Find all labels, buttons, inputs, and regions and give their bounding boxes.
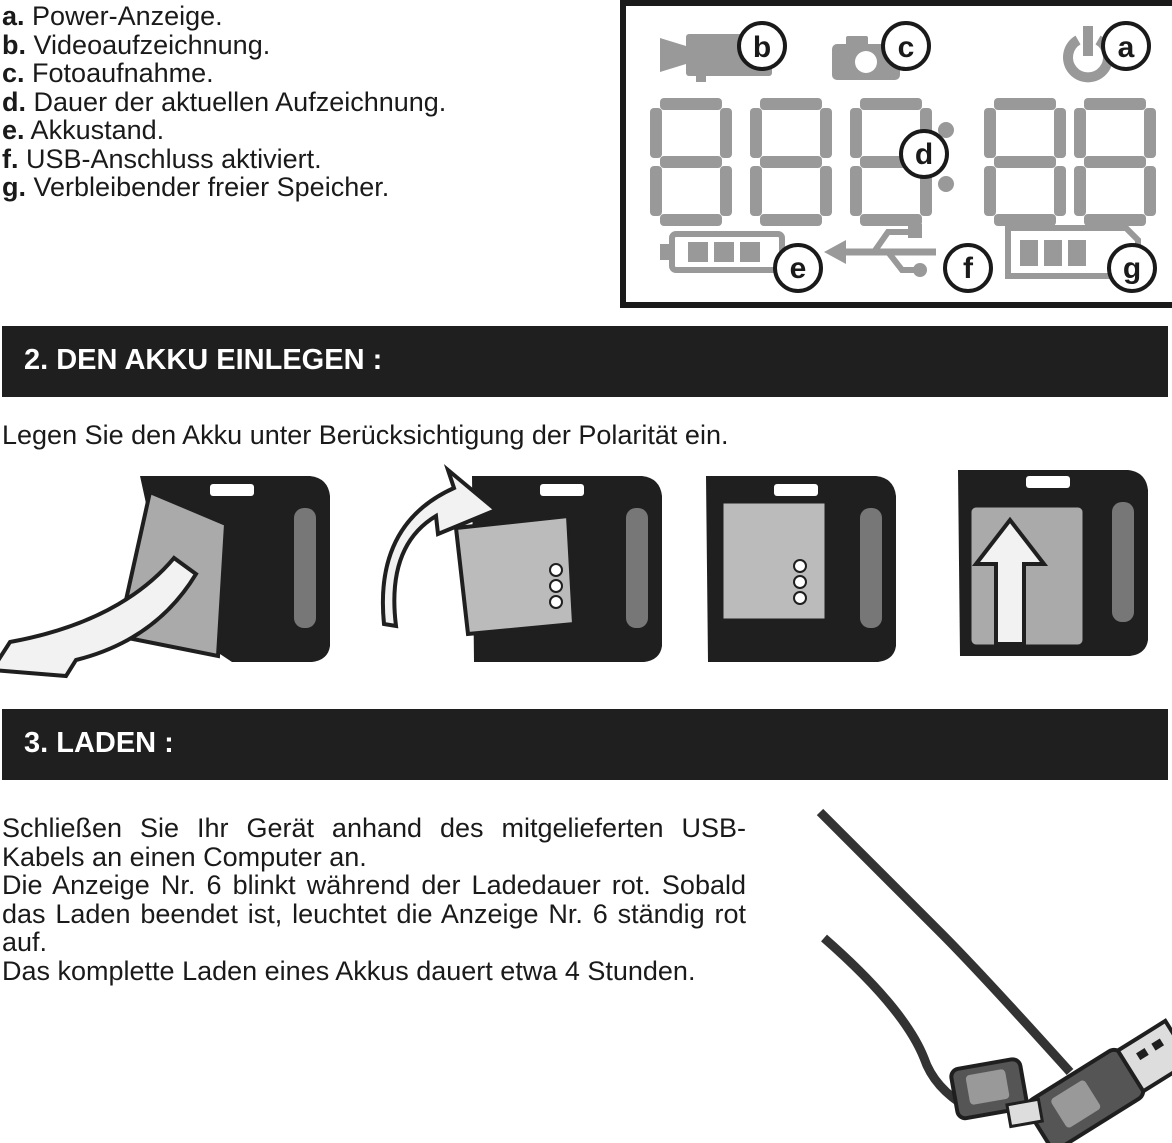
digit-1: [650, 98, 732, 226]
step-4-close-cover: [958, 470, 1148, 656]
callout-e: [775, 245, 821, 291]
callout-c: [883, 23, 929, 69]
legend-text: Akkustand.: [24, 115, 165, 145]
legend-dot: .: [17, 115, 25, 145]
digit-4: [984, 98, 1066, 226]
legend-dot: .: [17, 1, 25, 31]
legend-item-d: [2, 88, 446, 117]
charging-paragraph: Die Anzeige Nr. 6 blinkt während der Ladedauer rot. Sobald das Laden beendet ist, leuchtet die Anzeige Nr. 6 ständig rot auf.: [2, 870, 746, 957]
legend-item-b: [2, 31, 446, 60]
callout-b: [739, 23, 785, 69]
legend-key: a: [2, 1, 18, 31]
usb-a-plug: [1024, 1018, 1172, 1143]
legend-dot: .: [17, 58, 25, 88]
callout-label: f: [963, 252, 973, 285]
charging-paragraph: Das komplette Laden eines Akkus dauert etwa 4 Stunden.: [2, 955, 696, 986]
callout-label: c: [897, 31, 915, 64]
callout-d: [901, 131, 947, 177]
legend-key: f: [2, 143, 11, 174]
usb-cable-illustration: [790, 800, 1172, 1143]
colon-dot: [938, 176, 954, 192]
usb-icon: [824, 224, 936, 277]
legend-dot: .: [18, 86, 27, 117]
section-header-battery: [2, 326, 1168, 397]
digit-5: [1074, 98, 1156, 226]
legend-item-f: [2, 145, 446, 174]
legend-text: Videoaufzeichnung.: [26, 29, 271, 60]
battery-instruction: Legen Sie den Akku unter Berücksichtigung der Polarität ein.: [2, 420, 729, 450]
legend-key: g: [2, 172, 19, 202]
legend-item-e: [2, 116, 446, 145]
section-header-charging: [2, 709, 1168, 780]
battery-icon: [660, 234, 782, 270]
micro-usb-plug: [950, 1056, 1042, 1135]
callout-label: d: [914, 138, 934, 171]
step-3-battery-inserted: [706, 476, 896, 662]
callout-label: b: [752, 31, 772, 64]
callout-label: g: [1122, 252, 1142, 285]
legend-item-c: [2, 59, 446, 88]
callout-label: a: [1117, 31, 1135, 64]
legend-key: c: [2, 58, 18, 88]
legend-text: Fotoaufnahme.: [24, 58, 214, 88]
legend-item-g: [2, 173, 446, 202]
legend-text: USB-Anschluss aktiviert.: [18, 143, 322, 174]
callout-label: e: [789, 252, 807, 285]
charging-paragraph: Schließen Sie Ihr Gerät anhand des mitgelieferten USB-Kabels an einen Computer an.: [2, 813, 746, 872]
section-title: 3. LADEN :: [24, 727, 174, 759]
legend-list: [2, 2, 446, 202]
callout-g: [1109, 245, 1155, 291]
step-1-open-cover: [0, 476, 330, 676]
legend-dot: .: [11, 143, 19, 174]
legend-text: Verbleibender freier Speicher.: [26, 172, 390, 202]
legend-item-a: [2, 2, 446, 31]
legend-text: Dauer der aktuellen Aufzeichnung.: [26, 86, 447, 117]
digit-2: [750, 98, 832, 226]
step-2-insert-battery: [383, 470, 662, 662]
legend-key: d: [2, 86, 19, 117]
legend-key: e: [2, 115, 18, 145]
battery-steps-illustration: [0, 462, 1172, 684]
lcd-svg: [626, 6, 1172, 302]
callout-f: [945, 245, 991, 291]
legend-dot: .: [18, 172, 27, 202]
callout-a: [1103, 23, 1149, 69]
lcd-display-diagram: [620, 0, 1172, 308]
legend-key: b: [2, 29, 19, 60]
charging-instructions: [2, 814, 746, 985]
legend-dot: .: [18, 29, 27, 60]
legend-text: Power-Anzeige.: [24, 1, 223, 31]
section-title: 2. DEN AKKU EINLEGEN :: [24, 344, 383, 376]
